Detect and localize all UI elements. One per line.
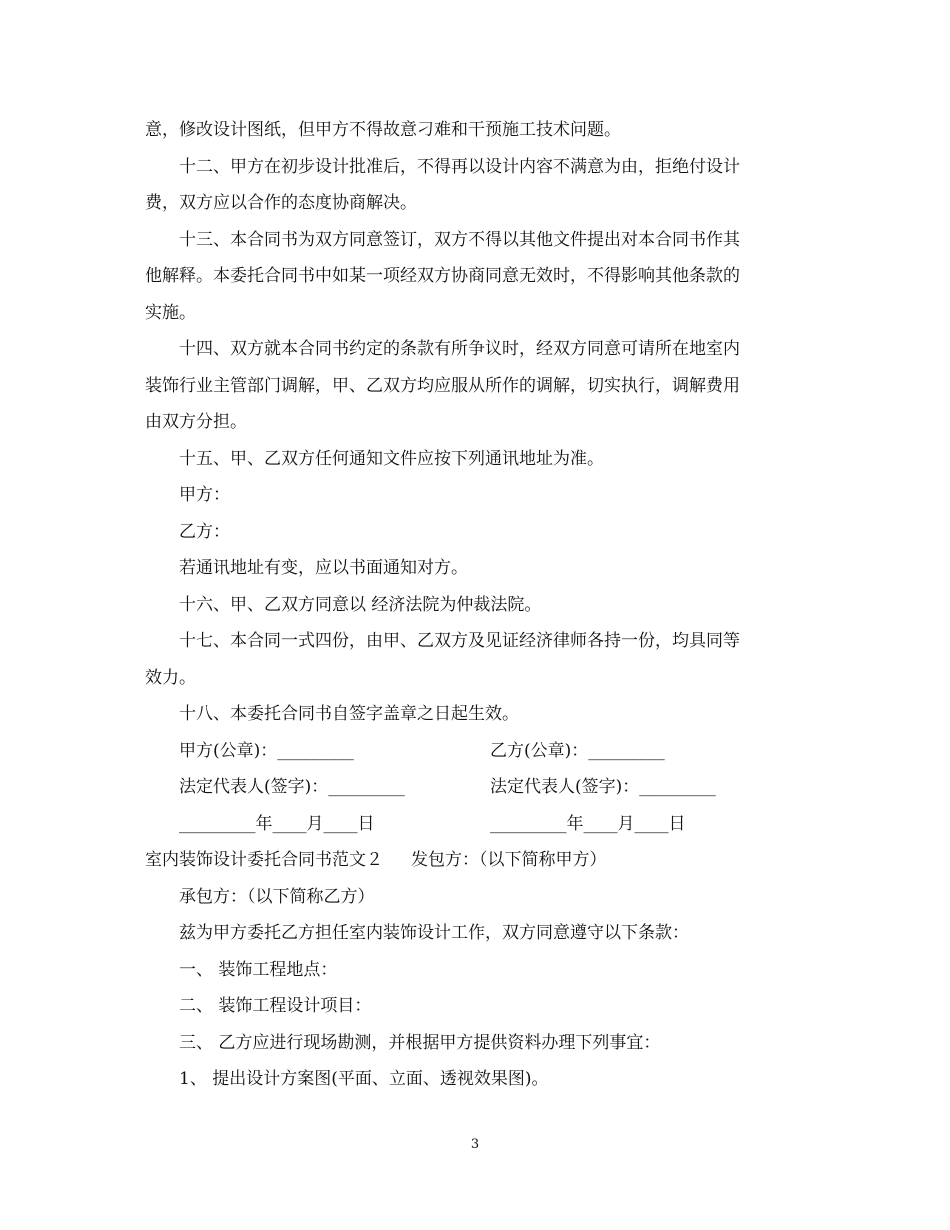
paragraph-line: 效力。	[145, 667, 196, 688]
signature-row	[145, 769, 805, 806]
contract2-line: 一、 装饰工程地点：	[179, 959, 338, 980]
contract2-line: 1、 提出设计方案图(平面、立面、透视效果图)。	[179, 1069, 549, 1089]
page-number: 3	[470, 1137, 480, 1152]
paragraph-line: 他解释。本委托合同书中如某一项经双方协商同意无效时，不得影响其他条款的	[145, 266, 740, 286]
paragraph-line: 装饰行业主管部门调解，甲、乙双方均应服从所作的调解，切实执行，调解费用	[145, 375, 740, 396]
signature-left: 法定代表人(签字)：_________	[179, 777, 405, 797]
paragraph-line: 实施。	[145, 302, 196, 323]
document-body	[145, 112, 805, 1098]
contract2-party-b: 承包方：（以下简称乙方）	[179, 886, 375, 907]
paragraph-line: 十六、甲、乙双方同意以 经济法院为仲裁法院。	[179, 594, 542, 615]
contract2-line: 三、 乙方应进行现场勘测，并根据甲方提供资料办理下列事宜：	[179, 1032, 661, 1053]
contract-clauses	[145, 112, 805, 733]
signature-left: 甲方(公章)：_________	[179, 740, 354, 761]
paragraph-line: 乙方：	[179, 521, 230, 542]
paragraph-line: 十五、甲、乙双方任何通知文件应按下列通讯地址为准。	[179, 448, 604, 469]
paragraph-line: 十二、甲方在初步设计批准后，不得再以设计内容不满意为由，拒绝付设计	[179, 156, 740, 177]
contract2-party-a: 发包方：（以下简称甲方）	[411, 850, 607, 870]
signature-right: _________年____月____日	[490, 813, 686, 834]
contract2-title: 室内装饰设计委托合同书范文２	[145, 850, 383, 870]
paragraph-line: 意，修改设计图纸，但甲方不得故意刁难和干预施工技术问题。	[145, 120, 621, 140]
signature-block	[145, 733, 805, 843]
signature-left: _________年____月____日	[179, 813, 375, 834]
paragraph-line: 费，双方应以合作的态度协商解决。	[145, 193, 417, 213]
signature-right: 法定代表人(签字)：_________	[490, 777, 716, 797]
contract2-line: 兹为甲方委托乙方担任室内装饰设计工作，双方同意遵守以下条款：	[179, 923, 689, 943]
paragraph-line: 十七、本合同一式四份，由甲、乙双方及见证经济律师各持一份，均具同等	[179, 631, 740, 651]
contract2-line: 二、 装饰工程设计项目：	[179, 996, 372, 1016]
paragraph-line: 十八、本委托合同书自签字盖章之日起生效。	[179, 704, 519, 724]
signature-right: 乙方(公章)：_________	[490, 740, 665, 761]
signature-row	[145, 806, 805, 843]
contract2-heading-line	[145, 842, 805, 879]
signature-row	[145, 733, 805, 770]
contract2-clauses	[145, 915, 805, 1098]
paragraph-line: 由双方分担。	[145, 412, 247, 432]
paragraph-line: 十四、双方就本合同书约定的条款有所争议时，经双方同意可请所在地室内	[179, 339, 740, 359]
paragraph-line: 甲方：	[179, 485, 230, 505]
paragraph-line: 若通讯地址有变，应以书面通知对方。	[179, 558, 468, 578]
paragraph-line: 十三、本合同书为双方同意签订，双方不得以其他文件提出对本合同书作其	[179, 229, 740, 250]
